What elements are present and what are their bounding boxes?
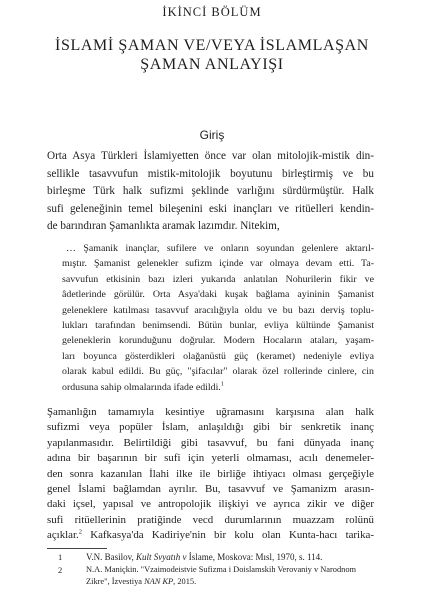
quote-line: olarak kabul edildi. Bu güç, "şifacılar" olarak özel rollerinde cinlere, cin [62,366,374,378]
text-line: yapılanmasıdır. Belirtildiği gibi tasavvuf, bu fani dünyada inanç [47,436,374,449]
section-heading: Giriş [199,128,225,142]
footnote-number: 1 [58,552,63,562]
footnote-ref: 2 [78,528,82,536]
quote-text: ordusuna sahip olmalarında ifade edildi. [62,381,221,393]
text-line: sellikle tasavvufun mistik-mitolojik boyutunu birleştirmiş ve bu [47,167,374,180]
footnote-italic: NAN KP [144,577,174,586]
text-line: sufi geleneğinin temel bileşenini eski inançları ve ritüelleri kendin- [47,202,374,215]
quote-line: âdetlerinde görülür. Orta Asya'daki kuşak bağlama ayininin Şamanist [62,289,374,301]
footnote-1 [86,552,322,562]
text-line: sufi ritüellerinin pratiğinde vecd durumlarının muazzam rolünü [47,513,374,526]
footnote-2-line-1: N.A. Maniçkin. "Vzaimodeistvie Sufizma i Doislamskih Verovaniy v Narodnom [86,565,357,574]
text-line [47,529,374,541]
footnote-italic: Kult Svyatıh v [136,552,187,562]
text-line: daki içsel, yapısal ve antropolojik ilişkiyi ve ayrıca zikir ve diğer [47,498,374,511]
quote-line: geleneklerin korunduğunu doğrular. Modern Hocaların ataları, yaşam- [62,335,374,347]
text-line: de barındıran Şamanlıkta aramak lazımdır. Nitekim, [47,220,280,232]
text-line: genel İslami bağlamdan ayrılır. Bu, tasavvuf ve Şamanizm arasın- [47,483,374,495]
text-line: den sonra kazanılan İlahi ilke ile birliğe ihtiyacı olması gerçeğiyle [47,467,374,480]
text-line: Orta Asya Türkleri İslamiyetten önce var olan mitolojik-mistik din- [47,150,374,162]
text-line: Şamanlığın tamamıyla kesintiye uğramasını karşısına alan halk [47,406,374,418]
chapter-title-line-2: ŞAMAN ANLAYIŞI [140,56,284,73]
chapter-title [0,36,424,74]
text-line: adına bir başarının bir sufi için yeterli olmaması, acılı denemeler- [47,452,374,465]
footnote-text: V.N. Basilov, [86,552,137,562]
footnote-text: , 2015. [173,577,197,586]
footnote-text: İslame, Moskova: Mısl, 1970, s. 114. [186,552,323,562]
text-fragment: Kafkasya'da Kadiriye'nin bir kolu olan Kunta-hacı tarika- [82,529,374,542]
quote-line [62,382,374,393]
text-line: birleşme Türk halk sufizmi şeklinde varlığını sürdürmüştür. Halk [47,185,374,197]
quote-line: savvufun etkisinin bazı izleri yukarıda anlatılan Nohurilerin fikir ve [62,273,374,285]
quote-line: ları boyunca gösterdikleri olağanüstü güç (keramet) nedeniyle evliya [62,350,374,362]
quote-line: … Şamanik inançlar, sufilere ve onların soyundan gelenlere aktarıl- [66,243,374,254]
footnote-2-line-2 [86,577,196,586]
text-line: sufizmi veya popüler İslam, anlaşıldığı gibi bir senkretik inanç [47,421,374,434]
quote-line: lukları tarafından benimsendi. Bütün bunlar, evliya kültünde Şamanist [62,320,374,331]
footnote-text: Zikre", İzvestiya [86,577,145,586]
footnote-number: 2 [58,565,63,575]
chapter-label: İKİNCİ BÖLÜM [162,5,262,19]
footnote-rule [47,548,107,549]
quote-line: mıştır. Şamanist gelenekler sufizm içinde var olmaya devam etti. Ta- [62,258,374,270]
text-fragment: açıklar. [47,529,79,542]
chapter-title-line-1: İSLAMİ ŞAMAN VE/VEYA İSLAMLAŞAN [55,37,369,54]
quote-line: geleneklere katılması tasavvuf aracılığıyla oldu ve bu bazı derviş toplu- [62,304,374,316]
footnote-ref: 1 [220,380,225,388]
